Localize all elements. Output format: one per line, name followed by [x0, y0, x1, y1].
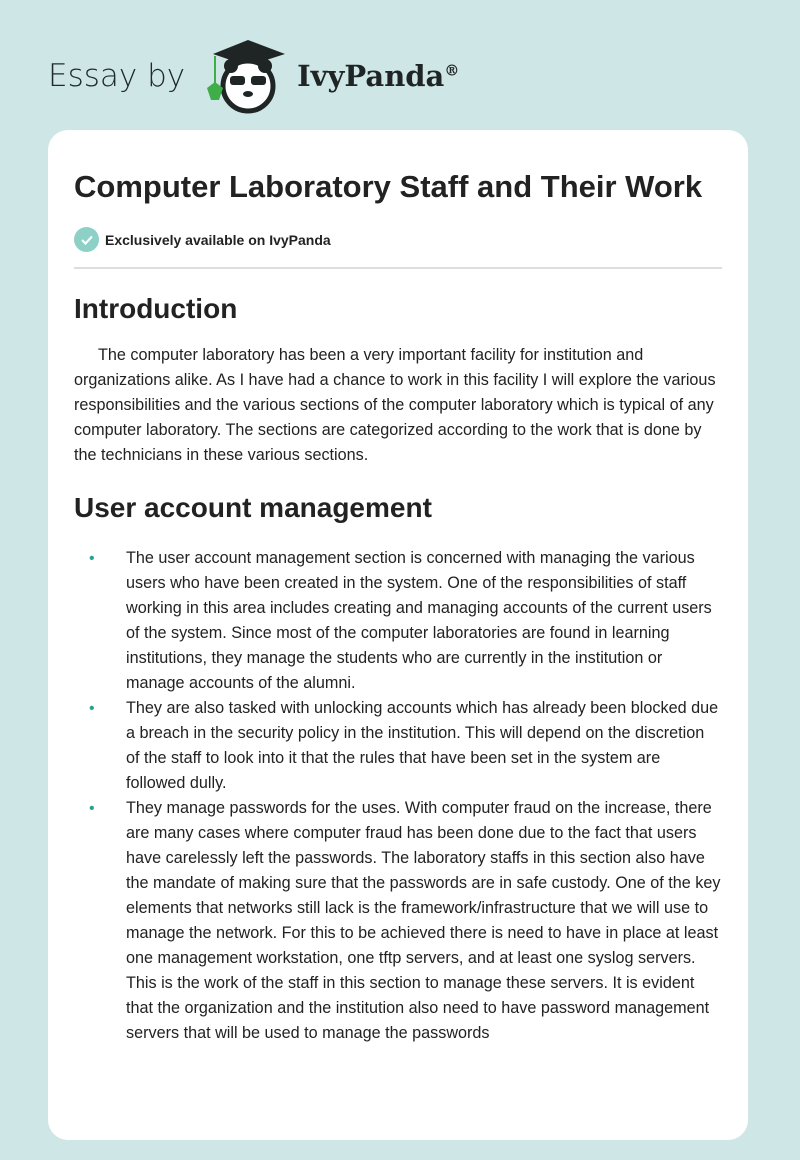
section-heading: Introduction: [74, 293, 238, 324]
bullet-list: [74, 546, 722, 1046]
essay-card: [48, 130, 748, 1140]
essay-title: Computer Laboratory Staff and Their Work: [74, 169, 703, 204]
divider: [74, 267, 722, 269]
exclusive-text: Exclusively available on IvyPanda: [105, 231, 331, 248]
list-item-text: They manage passwords for the uses. With computer fraud on the increase, there are many cases where computer fraud has been done due to the fact that users have carelessly left the passwords. The laboratory staffs in this section also have the mandate of making sure that the passwords are in safe custody. One of the key elements that networks still lack is the framework/infrastructure that we will use to manage the network. For this to be achieved there is need to have in place at least one management workstation, one tftp servers, and at least one syslog servers. This is the work of the staff in this section to manage these servers. It is evident that the organization and the institution also need to have password management servers that will be used to manage the passwords: [126, 799, 721, 1042]
list-item-text: The user account management section is concerned with managing the various users who have been created in the system. One of the responsibilities of staff working in this area includes creating and managing accounts of the current users of the system. Since most of the computer laboratories are found in learning institutions, they manage the students who are currently in the institution or manage accounts of the alumni.: [126, 549, 712, 692]
bullet-icon: •: [89, 800, 95, 817]
list-item: [89, 696, 722, 796]
brand-text: IvyPanda: [297, 59, 445, 93]
exclusive-badge: [74, 227, 722, 252]
bullet-icon: •: [89, 700, 95, 717]
essay-by-label: Essay by: [48, 58, 186, 94]
bullet-icon: •: [89, 550, 95, 567]
section-heading: User account management: [74, 492, 432, 523]
registered-mark: ®: [444, 61, 460, 80]
list-item-text: They are also tasked with unlocking accounts which has already been blocked due a breach in the security policy in the institution. This will depend on the discretion of the staff to look into it that the rules that have been set in the system are followed dully.: [126, 699, 719, 792]
site-header: [48, 36, 459, 116]
ivypanda-logo-icon[interactable]: [203, 36, 289, 116]
intro-paragraph: The computer laboratory has been a very important facility for institution and organizations alike. As I have had a chance to work in this facility I will explore the various responsibilities and the various sections of the computer laboratory which is typical of any computer laboratory. The sections are categorized according to the work that is done by the technicians in these various sections.: [74, 346, 716, 464]
list-item: [89, 546, 722, 696]
brand-name: [297, 59, 459, 93]
check-icon: [74, 227, 99, 252]
list-item: [89, 796, 722, 1046]
